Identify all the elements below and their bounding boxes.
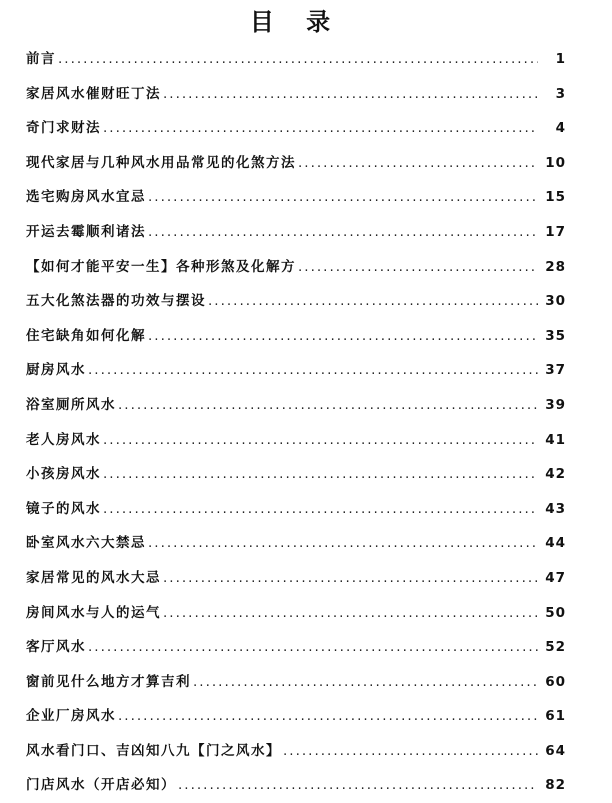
page-title: 目 录 [249,8,343,36]
dot-leader [103,423,538,458]
dot-leader [148,215,538,250]
dot-leader [148,526,538,561]
toc-entry-title: 前言 [26,51,56,67]
toc-entry [26,111,566,146]
toc-entry-page-number: 3 [555,85,566,102]
toc-entry [26,146,566,181]
toc-entry-title: 镜子的风水 [26,500,101,517]
dot-leader [178,768,538,803]
toc-entry-page-number: 60 [545,673,566,690]
dot-leader [298,250,538,285]
toc-entry-title: 卧室风水六大禁忌 [26,535,146,552]
toc-entry [26,665,566,700]
table-of-contents [26,42,566,803]
toc-entry-title: 家居常见的风水大忌 [26,569,161,586]
dot-leader [163,77,538,112]
dot-leader [103,492,538,527]
toc-entry [26,77,566,112]
dot-leader [88,630,538,665]
toc-entry [26,596,566,631]
toc-entry-title: 浴室厕所风水 [26,396,116,413]
toc-entry-title: 客厅风水 [26,639,86,656]
toc-entry [26,492,566,527]
dot-leader [58,42,538,77]
toc-entry [26,423,566,458]
dot-leader [88,353,538,388]
dot-leader [163,561,538,596]
toc-entry-page-number: 50 [545,604,566,621]
toc-entry-page-number: 64 [545,742,566,759]
toc-entry-page-number: 42 [545,466,566,483]
toc-entry-title: 窗前见什么地方才算吉利 [26,673,191,690]
toc-entry-title: 奇门求财法 [26,120,101,137]
toc-entry-page-number: 35 [545,327,566,344]
dot-leader [103,457,538,492]
toc-entry-title: 住宅缺角如何化解 [26,327,146,344]
toc-entry-title: 【如何才能平安一生】各种形煞及化解方 [26,258,296,275]
toc-entry-title: 门店风水（开店必知） [26,777,176,794]
toc-entry-page-number: 41 [545,431,566,448]
dot-leader [193,665,538,700]
toc-entry [26,215,566,250]
toc-entry-page-number: 10 [545,154,566,171]
toc-entry-title: 企业厂房风水 [26,708,116,725]
toc-entry [26,630,566,665]
toc-entry [26,768,566,803]
toc-entry [26,353,566,388]
dot-leader [163,596,538,631]
dot-leader [103,111,538,146]
dot-leader [148,180,538,215]
toc-entry-page-number: 82 [545,777,566,794]
toc-entry-page-number: 17 [545,223,566,240]
toc-entry [26,284,566,319]
toc-entry-title: 选宅购房风水宜忌 [26,189,146,206]
toc-entry-title: 五大化煞法器的功效与摆设 [26,293,206,310]
toc-entry-page-number: 28 [545,258,566,275]
toc-entry-page-number: 4 [555,120,566,137]
toc-entry-title: 小孩房风水 [26,466,101,483]
toc-entry-title: 老人房风水 [26,431,101,448]
toc-entry [26,250,566,285]
toc-entry-page-number: 39 [545,396,566,413]
toc-entry [26,699,566,734]
toc-entry [26,561,566,596]
toc-entry [26,457,566,492]
toc-entry-page-number: 61 [545,708,566,725]
toc-entry-title: 厨房风水 [26,362,86,379]
toc-entry [26,734,566,769]
toc-entry-title: 开运去霉顺利诸法 [26,223,146,240]
dot-leader [148,319,538,354]
toc-entry [26,526,566,561]
toc-entry-title: 风水看门口、吉凶知八九【门之风水】 [26,742,281,759]
toc-entry [26,388,566,423]
toc-entry-page-number: 43 [545,500,566,517]
toc-entry-page-number: 30 [545,293,566,310]
toc-entry-page-number: 15 [545,189,566,206]
toc-entry-page-number: 1 [555,51,566,67]
toc-entry-page-number: 37 [545,362,566,379]
toc-entry-page-number: 52 [545,639,566,656]
toc-entry-title: 房间风水与人的运气 [26,604,161,621]
toc-entry-page-number: 44 [545,535,566,552]
toc-entry [26,180,566,215]
toc-entry-title: 现代家居与几种风水用品常见的化煞方法 [26,154,296,171]
dot-leader [298,146,538,181]
dot-leader [118,699,538,734]
toc-entry [26,319,566,354]
dot-leader [283,734,538,769]
toc-entry-page-number: 47 [545,569,566,586]
toc-entry-title: 家居风水催财旺丁法 [26,85,161,102]
toc-entry [26,42,566,77]
dot-leader [208,284,538,319]
dot-leader [118,388,538,423]
